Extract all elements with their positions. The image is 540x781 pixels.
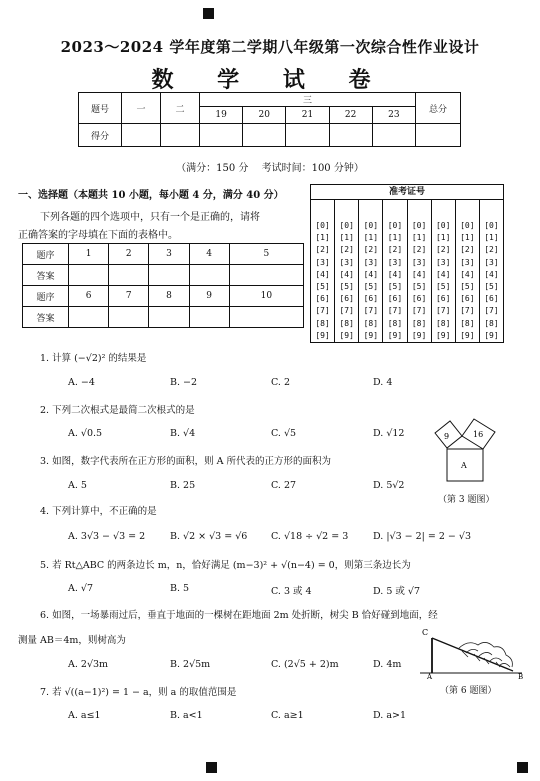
- q1-option-d[interactable]: D. 4: [373, 377, 393, 388]
- q6-stem-line2: 测量 AB＝4m，则树高为: [18, 635, 126, 646]
- subject-title: 数 学 试 卷: [151, 67, 389, 93]
- question-number: 3: [149, 244, 189, 265]
- admission-digit-bubble[interactable]: [3]: [311, 257, 335, 269]
- question-number: 8: [149, 286, 189, 307]
- q7-stem: 7. 若 √((a−1)²) = 1 − a，则 a 的取值范围是: [40, 687, 237, 698]
- admission-digit-bubble[interactable]: [7]: [479, 305, 503, 317]
- fig3-label-a: A: [461, 461, 467, 470]
- fig3-label-16: 16: [473, 430, 484, 439]
- score-part3: 三: [200, 93, 416, 107]
- admission-digit-bubble[interactable]: [1]: [431, 232, 455, 244]
- admission-write-cell[interactable]: [383, 200, 407, 221]
- q5-option-d[interactable]: D. 5 或 √7: [373, 586, 420, 597]
- answer-row-label: 题序: [23, 244, 69, 265]
- admission-digit-bubble[interactable]: [2]: [383, 244, 407, 256]
- registration-mark-bottom-left: [206, 762, 217, 773]
- admission-digit-bubble[interactable]: [2]: [407, 244, 431, 256]
- score-cell[interactable]: [243, 124, 286, 147]
- admission-digit-bubble[interactable]: [8]: [479, 318, 503, 330]
- score-part2: 二: [161, 93, 200, 124]
- admission-digit-bubble[interactable]: [2]: [359, 244, 383, 256]
- q5-option-c[interactable]: C. 3 或 4: [271, 586, 312, 597]
- admission-digit-bubble[interactable]: [4]: [431, 269, 455, 281]
- question-number: 5: [229, 244, 303, 265]
- admission-digit-bubble[interactable]: [7]: [455, 305, 479, 317]
- registration-mark-top: [203, 8, 214, 19]
- q3-option-b[interactable]: B. 25: [170, 480, 196, 491]
- admission-write-cell[interactable]: [359, 200, 383, 221]
- admission-digit-bubble[interactable]: [3]: [431, 257, 455, 269]
- question-number: 7: [109, 286, 149, 307]
- admission-digit-bubble[interactable]: [6]: [359, 293, 383, 305]
- q1-option-b[interactable]: B. −2: [170, 377, 198, 388]
- admission-digit-bubble[interactable]: [3]: [383, 257, 407, 269]
- score-q22: 22: [329, 107, 372, 124]
- admission-digit-bubble[interactable]: [3]: [359, 257, 383, 269]
- admission-write-cell[interactable]: [407, 200, 431, 221]
- admission-digit-bubble[interactable]: [8]: [359, 318, 383, 330]
- admission-digit-bubble[interactable]: [5]: [431, 281, 455, 293]
- admission-digit-bubble[interactable]: [4]: [335, 269, 359, 281]
- admission-digit-bubble[interactable]: [2]: [335, 244, 359, 256]
- answer-cell[interactable]: [189, 307, 229, 328]
- fig6-diagram: [418, 623, 526, 679]
- score-total: 总分: [416, 93, 461, 124]
- q3-option-c[interactable]: C. 27: [271, 480, 297, 491]
- score-cell[interactable]: [329, 124, 372, 147]
- q6-option-b[interactable]: B. 2√5m: [170, 659, 211, 670]
- q2-option-d[interactable]: D. √12: [373, 428, 405, 439]
- admission-write-cell[interactable]: [431, 200, 455, 221]
- admission-digit-bubble[interactable]: [1]: [407, 232, 431, 244]
- admission-digit-bubble[interactable]: [5]: [311, 281, 335, 293]
- score-cell[interactable]: [416, 124, 461, 147]
- admission-digit-bubble[interactable]: [9]: [455, 330, 479, 343]
- q4-option-d[interactable]: D. |√3 − 2| = 2 − √3: [373, 531, 472, 542]
- q4-option-a[interactable]: A. 3√3 − √3 = 2: [68, 531, 146, 542]
- q3-stem: 3. 如图，数字代表所在正方形的面积，则 A 所代表的正方形的面积为: [40, 456, 331, 467]
- admission-digit-bubble[interactable]: [0]: [479, 220, 503, 232]
- admission-digit-bubble[interactable]: [1]: [335, 232, 359, 244]
- admission-digit-bubble[interactable]: [0]: [311, 220, 335, 232]
- q6-stem: 6. 如图，一场暴雨过后，垂直于地面的一棵树在距地面 2m 处折断，树尖 B 恰好碰到地面，经: [40, 610, 438, 621]
- admission-digit-bubble[interactable]: [0]: [383, 220, 407, 232]
- answer-row-label: 题序: [23, 286, 69, 307]
- question-number: 2: [109, 244, 149, 265]
- answer-cell[interactable]: [229, 307, 303, 328]
- score-q20: 20: [243, 107, 286, 124]
- fig6-label-a: A: [427, 673, 433, 679]
- admission-digit-bubble[interactable]: [0]: [455, 220, 479, 232]
- score-cell[interactable]: [161, 124, 200, 147]
- admission-digit-bubble[interactable]: [5]: [479, 281, 503, 293]
- admission-digit-bubble[interactable]: [6]: [479, 293, 503, 305]
- answer-cell[interactable]: [149, 307, 189, 328]
- fig6-label-b: B: [518, 673, 524, 679]
- admission-digit-bubble[interactable]: [1]: [479, 232, 503, 244]
- admission-digit-bubble[interactable]: [6]: [335, 293, 359, 305]
- admission-digit-bubble[interactable]: [6]: [311, 293, 335, 305]
- q7-option-b[interactable]: B. a<1: [170, 710, 203, 721]
- admission-digit-bubble[interactable]: [6]: [455, 293, 479, 305]
- q6-option-c[interactable]: C. (2√5 + 2)m: [271, 659, 339, 670]
- admission-digit-bubble[interactable]: [9]: [407, 330, 431, 343]
- admission-digit-bubble[interactable]: [2]: [455, 244, 479, 256]
- question-number: 10: [229, 286, 303, 307]
- admission-digit-bubble[interactable]: [4]: [359, 269, 383, 281]
- q2-stem: 2. 下列二次根式是最简二次根式的是: [40, 405, 195, 416]
- admission-digit-bubble[interactable]: [8]: [335, 318, 359, 330]
- score-cell[interactable]: [286, 124, 329, 147]
- q4-option-c[interactable]: C. √18 ÷ √2 = 3: [271, 531, 349, 542]
- q6-option-a[interactable]: A. 2√3m: [68, 659, 109, 670]
- admission-digit-bubble[interactable]: [2]: [479, 244, 503, 256]
- score-q21: 21: [286, 107, 329, 124]
- answer-cell[interactable]: [109, 265, 149, 286]
- admission-digit-bubble[interactable]: [3]: [407, 257, 431, 269]
- section1-instruction-2: 正确答案的字母填在下面的表格中。: [18, 230, 178, 241]
- admission-digit-bubble[interactable]: [3]: [335, 257, 359, 269]
- answer-cell[interactable]: [69, 307, 109, 328]
- admission-digit-bubble[interactable]: [3]: [455, 257, 479, 269]
- admission-digit-bubble[interactable]: [8]: [311, 318, 335, 330]
- admission-write-cell[interactable]: [455, 200, 479, 221]
- q6-option-d[interactable]: D. 4m: [373, 659, 402, 670]
- admission-digit-bubble[interactable]: [6]: [407, 293, 431, 305]
- section1-instruction-1: 下列各题的四个选项中，只有一个是正确的，请将: [40, 212, 260, 223]
- question-number: 4: [189, 244, 229, 265]
- admission-digit-bubble[interactable]: [5]: [383, 281, 407, 293]
- admission-digit-bubble[interactable]: [5]: [455, 281, 479, 293]
- answer-row-label: 答案: [23, 265, 69, 286]
- fig3-caption: （第 3 题图）: [438, 495, 495, 505]
- q5-option-b[interactable]: B. 5: [170, 583, 190, 594]
- score-label-score: 得分: [79, 124, 122, 147]
- admission-digit-bubble[interactable]: [8]: [455, 318, 479, 330]
- q1-stem: 1. 计算 (−√2)² 的结果是: [40, 353, 147, 364]
- answer-cell[interactable]: [189, 265, 229, 286]
- admission-digit-bubble[interactable]: [9]: [335, 330, 359, 343]
- exam-info: （满分：150 分 考试时间：100 分钟）: [176, 163, 364, 174]
- q7-option-a[interactable]: A. a≤1: [68, 710, 101, 721]
- admission-digit-bubble[interactable]: [7]: [407, 305, 431, 317]
- admission-digit-bubble[interactable]: [1]: [311, 232, 335, 244]
- q4-option-b[interactable]: B. √2 × √3 = √6: [170, 531, 248, 542]
- exam-title: 2023～2024 学年度第二学期八年级第一次综合性作业设计: [60, 38, 480, 56]
- score-q19: 19: [200, 107, 243, 124]
- admission-digit-bubble[interactable]: [8]: [383, 318, 407, 330]
- admission-digit-bubble[interactable]: [0]: [431, 220, 455, 232]
- question-number: 9: [189, 286, 229, 307]
- q3-option-a[interactable]: A. 5: [68, 480, 87, 491]
- admission-digit-bubble[interactable]: [8]: [407, 318, 431, 330]
- admission-digit-bubble[interactable]: [4]: [311, 269, 335, 281]
- admission-title: 准考证号: [311, 185, 504, 200]
- score-cell[interactable]: [372, 124, 415, 147]
- answer-cell[interactable]: [229, 265, 303, 286]
- q1-option-c[interactable]: C. 2: [271, 377, 291, 388]
- admission-digit-bubble[interactable]: [9]: [383, 330, 407, 343]
- admission-digit-bubble[interactable]: [1]: [455, 232, 479, 244]
- admission-digit-bubble[interactable]: [1]: [383, 232, 407, 244]
- answer-cell[interactable]: [69, 265, 109, 286]
- admission-digit-bubble[interactable]: [9]: [359, 330, 383, 343]
- admission-digit-bubble[interactable]: [9]: [311, 330, 335, 343]
- admission-digit-bubble[interactable]: [9]: [479, 330, 503, 343]
- score-q23: 23: [372, 107, 415, 124]
- admission-digit-bubble[interactable]: [2]: [431, 244, 455, 256]
- admission-write-cell[interactable]: [335, 200, 359, 221]
- admission-digit-bubble[interactable]: [5]: [407, 281, 431, 293]
- admission-digit-bubble[interactable]: [0]: [359, 220, 383, 232]
- admission-write-cell[interactable]: [479, 200, 503, 221]
- q3-option-d[interactable]: D. 5√2: [373, 480, 405, 491]
- admission-digit-bubble[interactable]: [0]: [407, 220, 431, 232]
- fig3-diagram: [432, 415, 502, 483]
- score-table: [78, 92, 461, 147]
- fig6-caption: （第 6 题图）: [440, 686, 497, 696]
- admission-digit-bubble[interactable]: [7]: [431, 305, 455, 317]
- fig6-branches: [458, 642, 512, 667]
- admission-digit-bubble[interactable]: [2]: [311, 244, 335, 256]
- admission-digit-bubble[interactable]: [7]: [311, 305, 335, 317]
- admission-digit-bubble[interactable]: [1]: [359, 232, 383, 244]
- q4-stem: 4. 下列计算中，不正确的是: [40, 506, 157, 517]
- question-number: 6: [69, 286, 109, 307]
- answer-cell[interactable]: [109, 307, 149, 328]
- admission-digit-bubble[interactable]: [3]: [479, 257, 503, 269]
- admission-digit-bubble[interactable]: [4]: [479, 269, 503, 281]
- score-cell[interactable]: [122, 124, 161, 147]
- admission-digit-bubble[interactable]: [4]: [383, 269, 407, 281]
- admission-digit-bubble[interactable]: [7]: [335, 305, 359, 317]
- admission-digit-bubble[interactable]: [8]: [431, 318, 455, 330]
- admission-digit-bubble[interactable]: [7]: [383, 305, 407, 317]
- q5-stem: 5. 若 Rt△ABC 的两条边长 m，n，恰好满足 (m−3)² + √(n−4) = 0，则第三条边长为: [40, 560, 411, 571]
- admission-digit-bubble[interactable]: [0]: [335, 220, 359, 232]
- q2-option-b[interactable]: B. √4: [170, 428, 196, 439]
- section1-heading: 一、选择题（本题共 10 小题，每小题 4 分，满分 40 分）: [18, 190, 284, 201]
- fig6-label-c: C: [422, 628, 429, 637]
- admission-digit-bubble[interactable]: [4]: [407, 269, 431, 281]
- admission-digit-bubble[interactable]: [9]: [431, 330, 455, 343]
- answer-row-label: 答案: [23, 307, 69, 328]
- admission-digit-bubble[interactable]: [5]: [359, 281, 383, 293]
- fig3-label-9: 9: [444, 432, 450, 441]
- answer-table: [22, 243, 304, 328]
- answer-cell[interactable]: [149, 265, 189, 286]
- admission-number-grid: [310, 184, 504, 343]
- q7-option-c[interactable]: C. a≥1: [271, 710, 304, 721]
- q5-option-a[interactable]: A. √7: [68, 583, 93, 594]
- admission-digit-bubble[interactable]: [5]: [335, 281, 359, 293]
- registration-mark-bottom-right: [517, 762, 528, 773]
- question-number: 1: [69, 244, 109, 265]
- admission-digit-bubble[interactable]: [4]: [455, 269, 479, 281]
- score-part1: 一: [122, 93, 161, 124]
- admission-digit-bubble[interactable]: [6]: [383, 293, 407, 305]
- admission-digit-bubble[interactable]: [6]: [431, 293, 455, 305]
- admission-digit-bubble[interactable]: [7]: [359, 305, 383, 317]
- q2-option-c[interactable]: C. √5: [271, 428, 297, 439]
- q7-option-d[interactable]: D. a>1: [373, 710, 406, 721]
- q2-option-a[interactable]: A. √0.5: [68, 428, 103, 439]
- score-label-question: 题号: [79, 93, 122, 124]
- q1-option-a[interactable]: A. −4: [68, 377, 95, 388]
- admission-write-cell[interactable]: [311, 200, 335, 221]
- score-cell[interactable]: [200, 124, 243, 147]
